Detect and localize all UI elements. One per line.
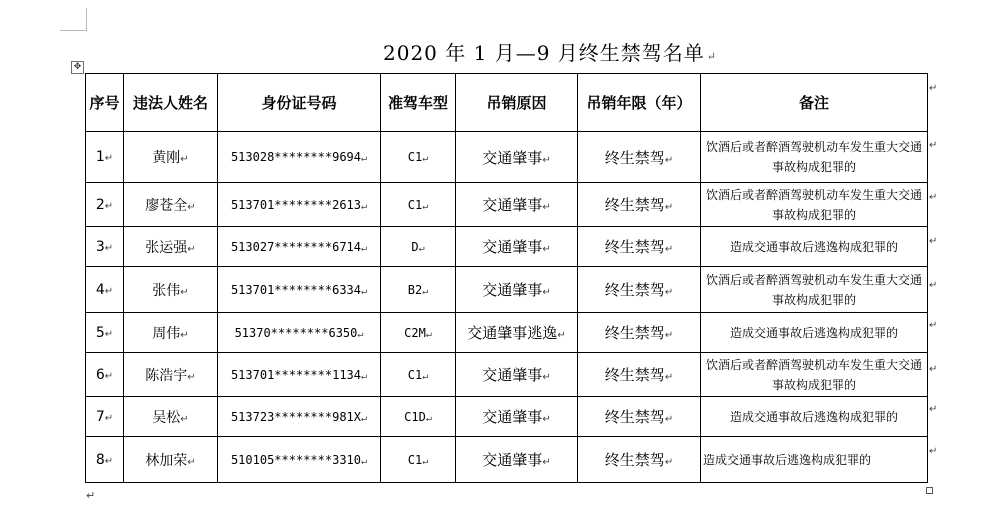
cell-id-text: 513027********6714	[230, 239, 361, 254]
cell-note-text: 饮酒后或者醉酒驾驶机动车发生重大交通事故构成犯罪的	[705, 357, 922, 392]
cell-name-text: 廖苍全	[145, 197, 188, 214]
row-end-mark: ↵	[929, 404, 938, 415]
cell-note-text: 饮酒后或者醉酒驾驶机动车发生重大交通事故构成犯罪的	[705, 140, 922, 174]
row-end-mark: ↵	[929, 364, 938, 375]
cell-reason	[456, 437, 578, 483]
cell-name	[124, 183, 218, 227]
cell-id-text: 513701********1134	[230, 367, 361, 382]
cell-no-text: 2	[95, 196, 105, 213]
cell-name-text: 张运强	[145, 239, 188, 256]
cell-paragraph-mark: ↵	[187, 243, 196, 255]
cell-no	[86, 353, 124, 397]
table-row	[86, 132, 928, 183]
cell-paragraph-mark: ↵	[542, 287, 551, 298]
cell-name	[124, 132, 218, 183]
page-title	[0, 37, 997, 66]
cell-paragraph-mark: ↵	[425, 412, 432, 424]
table-resize-handle[interactable]	[926, 487, 933, 494]
cell-paragraph-mark: ↵	[104, 328, 114, 340]
cell-name	[124, 353, 218, 397]
cell-no-text: 4	[95, 281, 105, 298]
cell-no	[86, 183, 124, 227]
cell-years-text: 终生禁驾	[604, 366, 665, 384]
cell-name	[124, 313, 218, 353]
cell-years	[578, 183, 701, 227]
cell-note	[701, 183, 928, 227]
cell-reason	[456, 353, 578, 397]
cell-paragraph-mark: ↵	[361, 455, 368, 467]
cell-no-text: 6	[95, 366, 105, 383]
table-row	[86, 183, 928, 227]
cell-note	[701, 397, 928, 437]
table-row	[86, 267, 928, 313]
cell-paragraph-mark: ↵	[422, 285, 429, 297]
cell-id	[218, 397, 381, 437]
cell-class-text: C1	[407, 150, 423, 164]
cell-paragraph-mark: ↵	[180, 154, 189, 165]
cell-name	[124, 267, 218, 313]
cell-paragraph-mark: ↵	[104, 285, 114, 297]
cell-no-text: 3	[95, 238, 105, 255]
cell-reason-text: 交通肇事	[482, 451, 543, 469]
header-no: 序号	[86, 74, 124, 132]
cell-note-text: 饮酒后或者醉酒驾驶机动车发生重大交通事故构成犯罪的	[705, 272, 922, 307]
cell-paragraph-mark: ↵	[357, 328, 364, 340]
cell-years	[578, 437, 701, 483]
cell-name-text: 陈浩宇	[145, 367, 188, 384]
row-end-mark: ↵	[929, 280, 938, 291]
cell-paragraph-mark: ↵	[180, 286, 189, 298]
cell-paragraph-mark: ↵	[361, 285, 368, 297]
cell-reason	[456, 313, 578, 353]
cell-no	[86, 132, 124, 183]
cell-note-text: 造成交通事故后逃逸构成犯罪的	[729, 325, 898, 340]
cell-id	[218, 353, 381, 397]
cell-id-text: 510105********3310	[230, 452, 361, 467]
cell-id	[218, 132, 381, 183]
cell-note-text: 饮酒后或者醉酒驾驶机动车发生重大交通事故构成犯罪的	[705, 187, 922, 222]
cell-years	[578, 353, 701, 397]
header-class: 准驾车型	[381, 74, 456, 132]
cell-id-text: 513701********2613	[230, 197, 361, 212]
table-move-handle-icon[interactable]: ✥	[71, 61, 84, 74]
cell-years-text: 终生禁驾	[604, 408, 665, 426]
cell-paragraph-mark: ↵	[361, 242, 368, 254]
table-row	[86, 397, 928, 437]
cell-id	[218, 437, 381, 483]
cell-paragraph-mark: ↵	[664, 414, 674, 425]
cell-id-text: 513723********981X	[230, 409, 361, 424]
cell-class	[381, 267, 456, 313]
table-row	[86, 313, 928, 353]
header-note: 备注	[701, 74, 928, 132]
header-name: 违法人姓名	[124, 74, 218, 132]
cell-paragraph-mark: ↵	[422, 370, 429, 382]
cell-paragraph-mark: ↵	[361, 200, 368, 212]
cell-paragraph-mark: ↵	[361, 412, 368, 424]
cell-note	[701, 267, 928, 313]
cell-reason	[456, 132, 578, 183]
cell-paragraph-mark: ↵	[542, 414, 551, 425]
cell-paragraph-mark: ↵	[664, 244, 674, 255]
cell-no-text: 5	[95, 324, 105, 341]
cell-paragraph-mark: ↵	[104, 242, 114, 254]
row-end-mark: ↵	[929, 320, 938, 331]
cell-paragraph-mark: ↵	[664, 202, 674, 213]
cell-paragraph-mark: ↵	[664, 287, 674, 298]
cell-reason	[456, 267, 578, 313]
table-row	[86, 227, 928, 267]
cell-reason-text: 交通肇事	[482, 148, 543, 167]
cell-id	[218, 267, 381, 313]
cell-name	[124, 227, 218, 267]
cell-id-text: 513701********6334	[230, 282, 361, 297]
page-corner-mark	[60, 8, 87, 31]
cell-id	[218, 313, 381, 353]
end-paragraph-mark: ↵	[86, 489, 96, 502]
cell-no-text: 1	[95, 149, 105, 165]
cell-paragraph-mark: ↵	[422, 200, 429, 212]
cell-years	[578, 397, 701, 437]
cell-id	[218, 227, 381, 267]
cell-paragraph-mark: ↵	[104, 412, 114, 424]
cell-paragraph-mark: ↵	[187, 456, 196, 468]
cell-years-text: 终生禁驾	[604, 324, 665, 342]
cell-class	[381, 132, 456, 183]
cell-id-text: 51370********6350	[234, 325, 358, 340]
row-end-mark: ↵	[929, 83, 938, 94]
header-years: 吊销年限（年）	[578, 74, 701, 132]
cell-note-text: 造成交通事故后逃逸构成犯罪的	[729, 409, 898, 424]
cell-reason-text: 交通肇事	[482, 408, 543, 426]
cell-reason	[456, 183, 578, 227]
cell-note-text: 造成交通事故后逃逸构成犯罪的	[703, 452, 872, 467]
cell-no	[86, 227, 124, 267]
cell-class	[381, 353, 456, 397]
cell-paragraph-mark: ↵	[104, 153, 114, 164]
cell-paragraph-mark: ↵	[361, 153, 368, 164]
cell-class-text: B2	[407, 282, 423, 297]
cell-name-text: 周伟	[152, 325, 181, 342]
cell-paragraph-mark: ↵	[542, 244, 551, 255]
cell-note-text: 造成交通事故后逃逸构成犯罪的	[729, 239, 898, 254]
cell-paragraph-mark: ↵	[104, 370, 114, 382]
table-row	[86, 353, 928, 397]
cell-class-text: C1D	[404, 409, 426, 424]
cell-paragraph-mark: ↵	[361, 370, 368, 382]
cell-paragraph-mark: ↵	[418, 242, 425, 254]
cell-years-text: 终生禁驾	[604, 281, 665, 299]
cell-years	[578, 227, 701, 267]
cell-class-text: C1	[407, 367, 423, 382]
cell-reason-text: 交通肇事	[482, 366, 543, 384]
cell-paragraph-mark: ↵	[422, 455, 429, 467]
cell-paragraph-mark: ↵	[425, 328, 432, 340]
cell-name	[124, 437, 218, 483]
cell-years-text: 终生禁驾	[604, 238, 665, 256]
title-paragraph-mark: ↵	[706, 50, 717, 63]
cell-paragraph-mark: ↵	[180, 413, 189, 425]
cell-note	[701, 132, 928, 183]
row-end-mark: ↵	[929, 140, 938, 151]
cell-reason-text: 交通肇事	[482, 196, 543, 214]
cell-years	[578, 132, 701, 183]
header-id: 身份证号码	[218, 74, 381, 132]
cell-paragraph-mark: ↵	[557, 330, 566, 341]
cell-id-text: 513028********9694	[230, 150, 361, 164]
cell-paragraph-mark: ↵	[664, 330, 674, 341]
cell-years	[578, 313, 701, 353]
cell-paragraph-mark: ↵	[187, 371, 196, 383]
cell-paragraph-mark: ↵	[664, 457, 674, 468]
cell-class	[381, 183, 456, 227]
cell-class	[381, 227, 456, 267]
title-text: 2020 年 1 月—9 月终生禁驾名单	[383, 41, 705, 65]
cell-paragraph-mark: ↵	[104, 200, 114, 212]
cell-paragraph-mark: ↵	[422, 153, 429, 164]
cell-class-text: C2M	[404, 325, 426, 340]
cell-paragraph-mark: ↵	[664, 154, 674, 166]
cell-class-text: D	[411, 239, 419, 254]
cell-note	[701, 313, 928, 353]
cell-class	[381, 397, 456, 437]
cell-no	[86, 397, 124, 437]
row-end-mark: ↵	[929, 236, 938, 247]
cell-paragraph-mark: ↵	[187, 201, 196, 213]
cell-name-text: 张伟	[152, 282, 181, 299]
cell-note	[701, 353, 928, 397]
cell-years-text: 终生禁驾	[604, 148, 665, 167]
cell-reason-text: 交通肇事逃逸	[467, 324, 558, 342]
cell-no-text: 7	[95, 408, 105, 425]
cell-reason	[456, 397, 578, 437]
ban-list-table	[85, 73, 928, 483]
cell-no-text: 8	[95, 451, 105, 468]
cell-paragraph-mark: ↵	[542, 457, 551, 468]
cell-note	[701, 227, 928, 267]
cell-years-text: 终生禁驾	[604, 196, 665, 214]
cell-class-text: C1	[407, 452, 423, 467]
cell-paragraph-mark: ↵	[664, 372, 674, 383]
row-end-mark: ↵	[929, 192, 938, 203]
cell-no	[86, 437, 124, 483]
cell-class	[381, 313, 456, 353]
cell-reason-text: 交通肇事	[482, 238, 543, 256]
cell-class	[381, 437, 456, 483]
cell-paragraph-mark: ↵	[542, 372, 551, 383]
cell-no	[86, 267, 124, 313]
cell-class-text: C1	[407, 197, 423, 212]
cell-paragraph-mark: ↵	[542, 202, 551, 213]
row-end-mark: ↵	[929, 446, 938, 457]
cell-paragraph-mark: ↵	[542, 154, 551, 166]
cell-reason-text: 交通肇事	[482, 281, 543, 299]
table-row	[86, 437, 928, 483]
header-reason: 吊销原因	[456, 74, 578, 132]
cell-name-text: 林加荣	[145, 452, 188, 469]
cell-name-text: 黄刚	[152, 150, 181, 166]
cell-years-text: 终生禁驾	[604, 451, 665, 469]
cell-note	[701, 437, 928, 483]
cell-no	[86, 313, 124, 353]
cell-paragraph-mark: ↵	[180, 329, 189, 341]
cell-name	[124, 397, 218, 437]
cell-id	[218, 183, 381, 227]
table-header-row	[86, 74, 928, 132]
cell-paragraph-mark: ↵	[104, 455, 114, 467]
cell-years	[578, 267, 701, 313]
cell-name-text: 吴松	[152, 409, 181, 426]
cell-reason	[456, 227, 578, 267]
